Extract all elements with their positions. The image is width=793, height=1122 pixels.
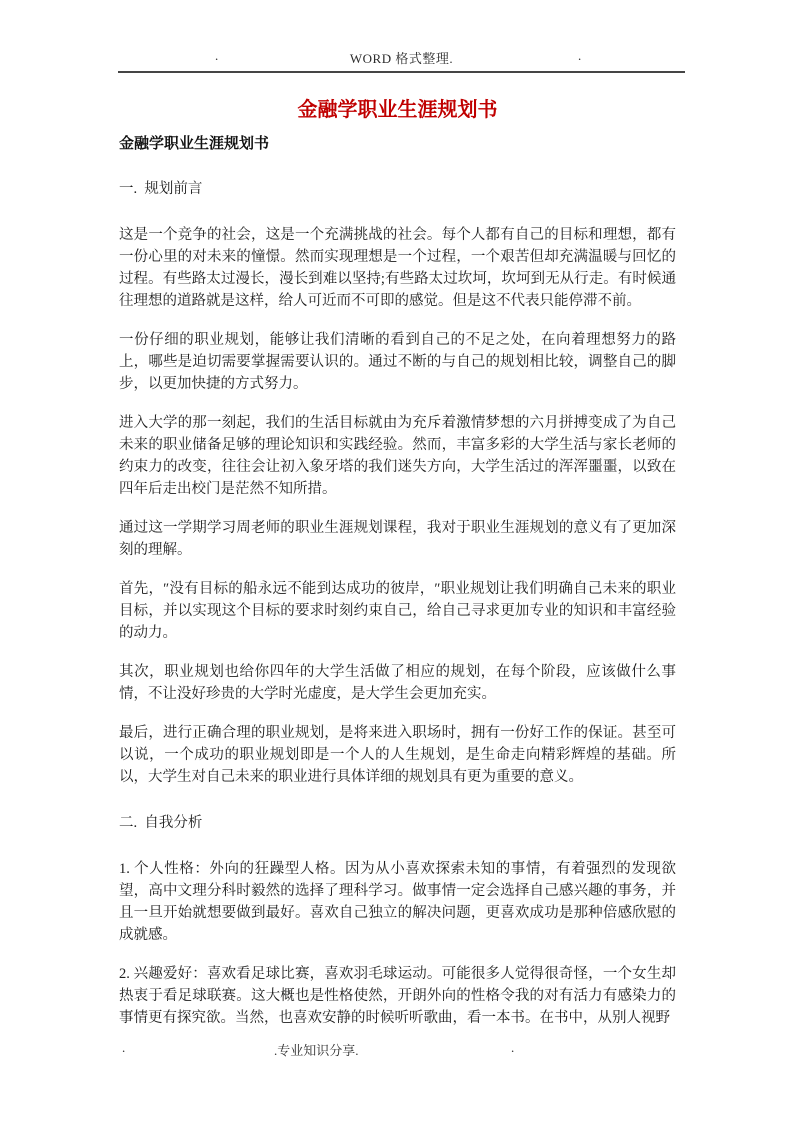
paragraph: 其次，职业规划也给你四年的大学生活做了相应的规划，在每个阶段，应该做什么事情，不让没好珍贵的大学时光虚度，是大学生会更加充实。 xyxy=(119,664,676,702)
paragraph: 这是一个竞争的社会，这是一个充满挑战的社会。每个人都有自己的目标和理想，都有一份心里的对未来的憧憬。然而实现理想是一个过程，一个艰苦但却充满温暖与回忆的过程。有些路太过漫长，漫长到难以坚持;有些路太过坎坷，坎坷到无从行走。有时候通往理想的道路就是这样，给人可近而不可即的感觉。但是这不代表只能停滞不前。 xyxy=(119,227,676,309)
section-heading-2: 二. 自我分析 xyxy=(119,815,203,831)
section-heading-1: 一. 规划前言 xyxy=(119,181,203,197)
paragraph: 1. 个人性格：外向的狂躁型人格。因为从小喜欢探索未知的事情，有着强烈的发现欲望，高中文理分科时毅然的选择了理科学习。做事情一定会选择自己感兴趣的事务，并且一旦开始就想要做到最好。喜欢自己独立的解决问题，更喜欢成功是那种倍感欣慰的成就感。 xyxy=(119,861,676,943)
page-footer xyxy=(119,1040,676,1060)
paragraph: 通过这一学期学习周老师的职业生涯规划课程，我对于职业生涯规划的意义有了更加深刻的理解。 xyxy=(119,520,676,558)
paragraph: 进入大学的那一刻起，我们的生活目标就由为充斥着激情梦想的六月拼搏变成了为自己未来的职业储备足够的理论知识和实践经验。然而，丰富多彩的大学生活与家长老师的约束力的改变，往往会让初入象牙塔的我们迷失方向，大学生活过的浑浑噩噩，以致在四年后走出校门是茫然不知所措。 xyxy=(119,415,676,497)
document-subtitle: 金融学职业生涯规划书 xyxy=(119,136,270,152)
paragraph: 一份仔细的职业规划，能够让我们清晰的看到自己的不足之处，在向着理想努力的路上，哪些是迫切需要掌握需要认识的。通过不断的与自己的规划相比较，调整自己的脚步，以更加快捷的方式努力。 xyxy=(119,332,676,392)
document-body xyxy=(119,96,676,1046)
header-right-dot: . xyxy=(578,48,582,63)
header-left-dot: . xyxy=(215,48,219,63)
footer-text: .专业知识分享. xyxy=(274,1043,359,1058)
footer-left-dot: . xyxy=(122,1040,126,1055)
paragraph: 最后，进行正确合理的职业规划，是将来进入职场时，拥有一份好工作的保证。甚至可以说，一个成功的职业规划即是一个人的人生规划，是生命走向精彩辉煌的基础。所以，大学生对自己未来的职业进行具体详细的规划具有更为重要的意义。 xyxy=(119,725,676,785)
paragraph: 首先，″没有目标的船永远不能到达成功的彼岸，″职业规划让我们明确自己未来的职业目标，并以实现这个目标的要求时刻约束自己，给自己寻求更加专业的知识和丰富经验的动力。 xyxy=(119,581,676,641)
document-title: 金融学职业生涯规划书 xyxy=(297,99,498,121)
header-title: WORD 格式整理. xyxy=(349,51,454,66)
paragraph: 2. 兴趣爱好：喜欢看足球比赛，喜欢羽毛球运动。可能很多人觉得很奇怪，一个女生却热衷于看足球联赛。这大概也是性格使然，开朗外向的性格令我的对有活力有感染力的事情更有探究欲。当然，也喜欢安静的时候听听歌曲，看一本书。在书中，从别人视野 xyxy=(119,966,676,1026)
page-header xyxy=(118,44,685,73)
footer-right-dot: . xyxy=(511,1040,515,1055)
